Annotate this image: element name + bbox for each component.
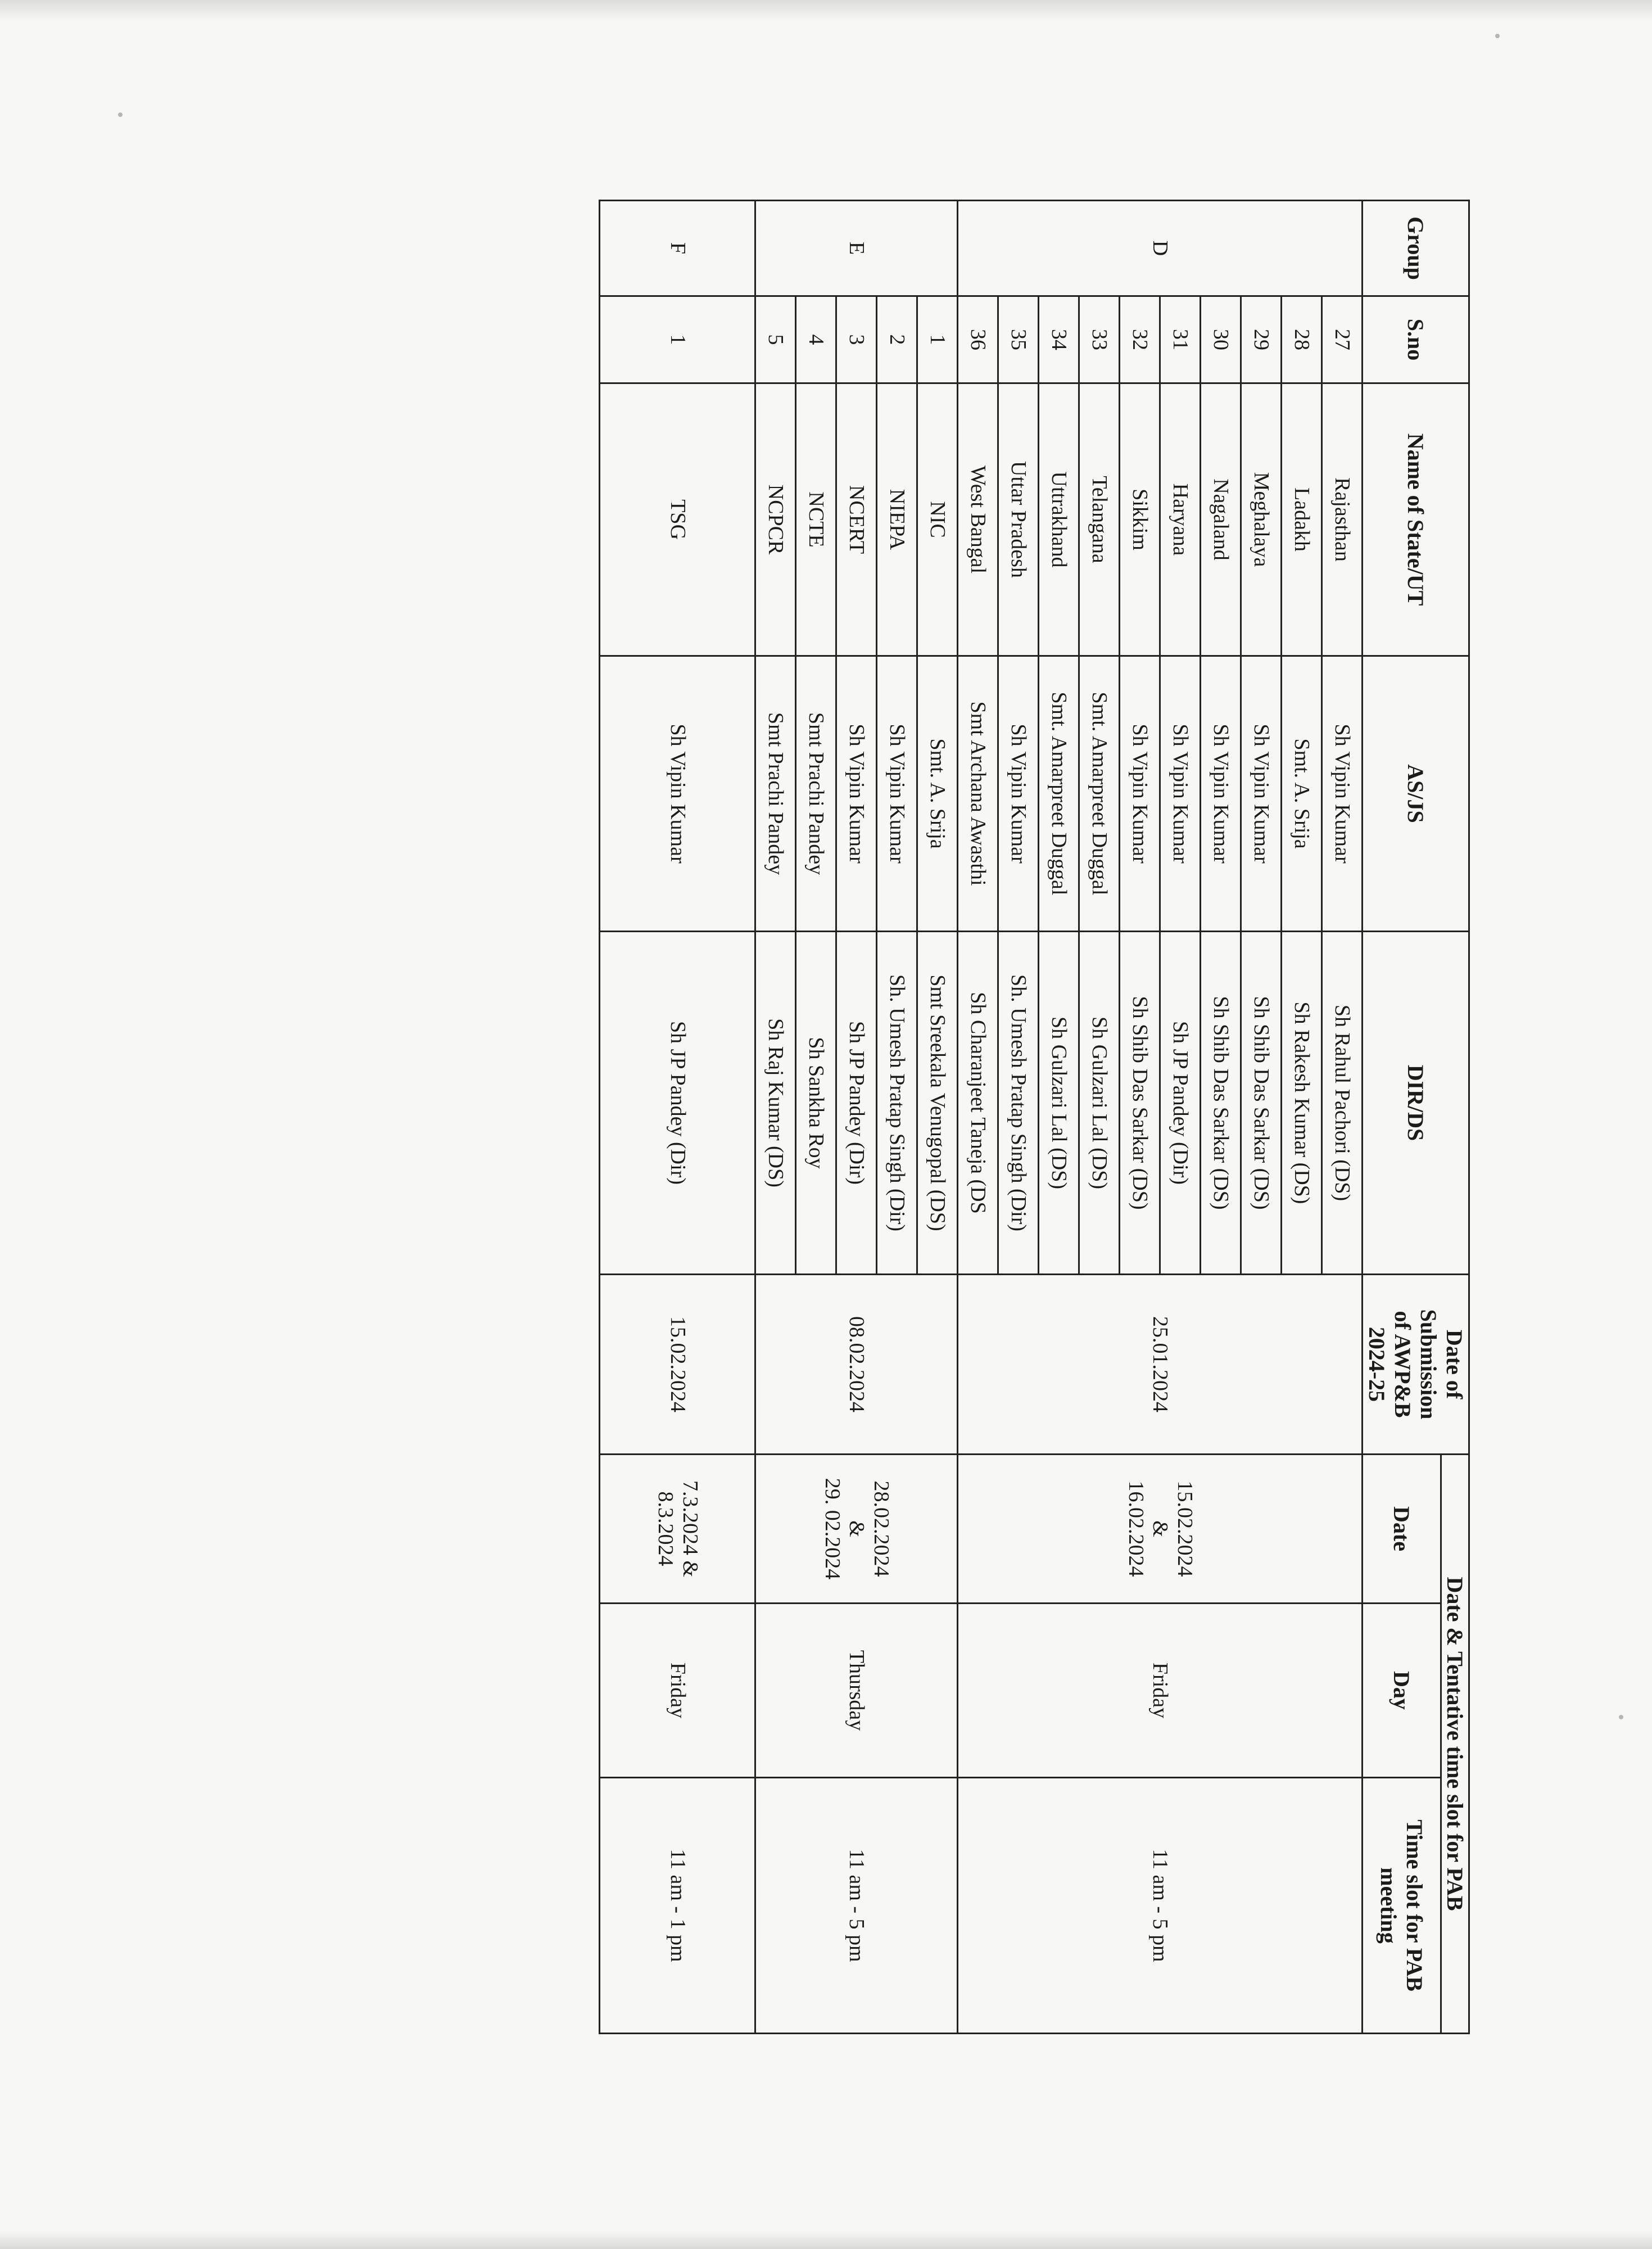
dirds-cell: Sh Sankha Roy <box>796 932 836 1275</box>
state-cell: Uttar Pradesh <box>998 383 1039 656</box>
pab-schedule-table <box>599 200 1470 2034</box>
state-cell: NCTE <box>796 383 836 656</box>
sno-cell: 31 <box>1160 296 1201 383</box>
dirds-cell: Sh. Umesh Pratap Singh (Dir) <box>877 932 917 1275</box>
submission-date: 08.02.2024 <box>755 1275 958 1455</box>
sno-cell: 30 <box>1201 296 1241 383</box>
header-dirds: DIR/DS <box>1363 932 1469 1275</box>
dirds-cell: Sh Shib Das Sarkar (DS) <box>1201 932 1241 1275</box>
group-label: D <box>958 201 1363 296</box>
state-cell: Rajasthan <box>1322 383 1363 656</box>
header-sno: S.no <box>1363 296 1469 383</box>
asjs-cell: Sh Vipin Kumar <box>998 656 1039 932</box>
table-row <box>600 201 755 2034</box>
sno-cell: 29 <box>1241 296 1282 383</box>
header-submission: Date of Submission of AWP&B 2024-25 <box>1363 1275 1469 1455</box>
state-cell: NCPCR <box>755 383 796 656</box>
meeting-day: Friday <box>958 1604 1363 1778</box>
state-cell: Haryana <box>1160 383 1201 656</box>
state-cell: Telangana <box>1079 383 1120 656</box>
dirds-cell: Sh JP Pandey (Dir) <box>1160 932 1201 1275</box>
header-state: Name of State/UT <box>1363 383 1469 656</box>
state-cell: Nagaland <box>1201 383 1241 656</box>
state-cell: West Bangal <box>958 383 998 656</box>
asjs-cell: Smt Prachi Pandey <box>796 656 836 932</box>
state-cell: Sikkim <box>1120 383 1160 656</box>
sno-cell: 36 <box>958 296 998 383</box>
asjs-cell: Smt Archana Awasthi <box>958 656 998 932</box>
state-cell: Meghalaya <box>1241 383 1282 656</box>
state-cell: Ladakh <box>1282 383 1322 656</box>
scan-speck <box>1619 1715 1623 1719</box>
asjs-cell: Smt. A. Srija <box>917 656 958 932</box>
meeting-time: 11 am - 5 pm <box>755 1778 958 2034</box>
dirds-cell: Sh JP Pandey (Dir) <box>600 932 755 1275</box>
dirds-cell: Sh Rahul Pachori (DS) <box>1322 932 1363 1275</box>
sno-cell: 28 <box>1282 296 1322 383</box>
sno-cell: 4 <box>796 296 836 383</box>
asjs-cell: Smt. A. Srija <box>1282 656 1322 932</box>
asjs-cell: Sh Vipin Kumar <box>877 656 917 932</box>
sno-cell: 33 <box>1079 296 1120 383</box>
dirds-cell: Sh Rakesh Kumar (DS) <box>1282 932 1322 1275</box>
sno-cell: 27 <box>1322 296 1363 383</box>
sno-cell: 1 <box>600 296 755 383</box>
dirds-cell: Sh JP Pandey (Dir) <box>836 932 877 1275</box>
dirds-cell: Sh Charanjeet Taneja (DS <box>958 932 998 1275</box>
asjs-cell: Sh Vipin Kumar <box>836 656 877 932</box>
meeting-date: 28.02.2024 & 29. 02.2024 <box>755 1455 958 1604</box>
state-cell: NCERT <box>836 383 877 656</box>
header-asjs: AS/JS <box>1363 656 1469 932</box>
dirds-cell: Sh Raj Kumar (DS) <box>755 932 796 1275</box>
state-cell: Uttrakhand <box>1039 383 1079 656</box>
asjs-cell: Sh Vipin Kumar <box>1322 656 1363 932</box>
meeting-date: 15.02.2024 & 16.02.2024 <box>958 1455 1363 1604</box>
group-label: F <box>600 201 755 296</box>
asjs-cell: Smt Prachi Pandey <box>755 656 796 932</box>
meeting-day: Friday <box>600 1604 755 1778</box>
sno-cell: 2 <box>877 296 917 383</box>
asjs-cell: Sh Vipin Kumar <box>1160 656 1201 932</box>
scan-speck <box>118 112 123 117</box>
table-row <box>917 201 958 2034</box>
header-day: Day <box>1363 1604 1441 1778</box>
rotated-page <box>599 200 1470 2033</box>
dirds-cell: Sh Gulzari Lal (DS) <box>1039 932 1079 1275</box>
sno-cell: 32 <box>1120 296 1160 383</box>
sno-cell: 35 <box>998 296 1039 383</box>
dirds-cell: Sh Shib Das Sarkar (DS) <box>1241 932 1282 1275</box>
meeting-day: Thursday <box>755 1604 958 1778</box>
dirds-cell: Sh Gulzari Lal (DS) <box>1079 932 1120 1275</box>
asjs-cell: Sh Vipin Kumar <box>1201 656 1241 932</box>
header-time: Time slot for PAB meeting <box>1363 1778 1441 2034</box>
dirds-cell: Sh Shib Das Sarkar (DS) <box>1120 932 1160 1275</box>
submission-date: 25.01.2024 <box>958 1275 1363 1455</box>
meeting-time: 11 am - 1 pm <box>600 1778 755 2034</box>
scan-edge-top <box>0 0 1652 21</box>
scan-speck <box>1495 34 1500 38</box>
asjs-cell: Sh Vipin Kumar <box>1241 656 1282 932</box>
state-cell: NIC <box>917 383 958 656</box>
sno-cell: 1 <box>917 296 958 383</box>
sno-cell: 3 <box>836 296 877 383</box>
sno-cell: 34 <box>1039 296 1079 383</box>
header-tentative: Date & Tentative time slot for PAB <box>1441 1455 1469 2034</box>
asjs-cell: Sh Vipin Kumar <box>1120 656 1160 932</box>
dirds-cell: Smt Sreekala Venugopal (DS) <box>917 932 958 1275</box>
state-cell: TSG <box>600 383 755 656</box>
state-cell: NIEPA <box>877 383 917 656</box>
header-group: Group <box>1363 201 1469 296</box>
submission-date: 15.02.2024 <box>600 1275 755 1455</box>
meeting-time: 11 am - 5 pm <box>958 1778 1363 2034</box>
table-row <box>1322 201 1363 2034</box>
asjs-cell: Sh Vipin Kumar <box>600 656 755 932</box>
header-date: Date <box>1363 1455 1441 1604</box>
asjs-cell: Smt. Amarpreet Duggal <box>1039 656 1079 932</box>
group-label: E <box>755 201 958 296</box>
meeting-date: 7.3.2024 & 8.3.2024 <box>600 1455 755 1604</box>
sno-cell: 5 <box>755 296 796 383</box>
scan-edge-bottom <box>0 2231 1652 2249</box>
asjs-cell: Smt. Amarpreet Duggal <box>1079 656 1120 932</box>
dirds-cell: Sh. Umesh Pratap Singh (Dir) <box>998 932 1039 1275</box>
